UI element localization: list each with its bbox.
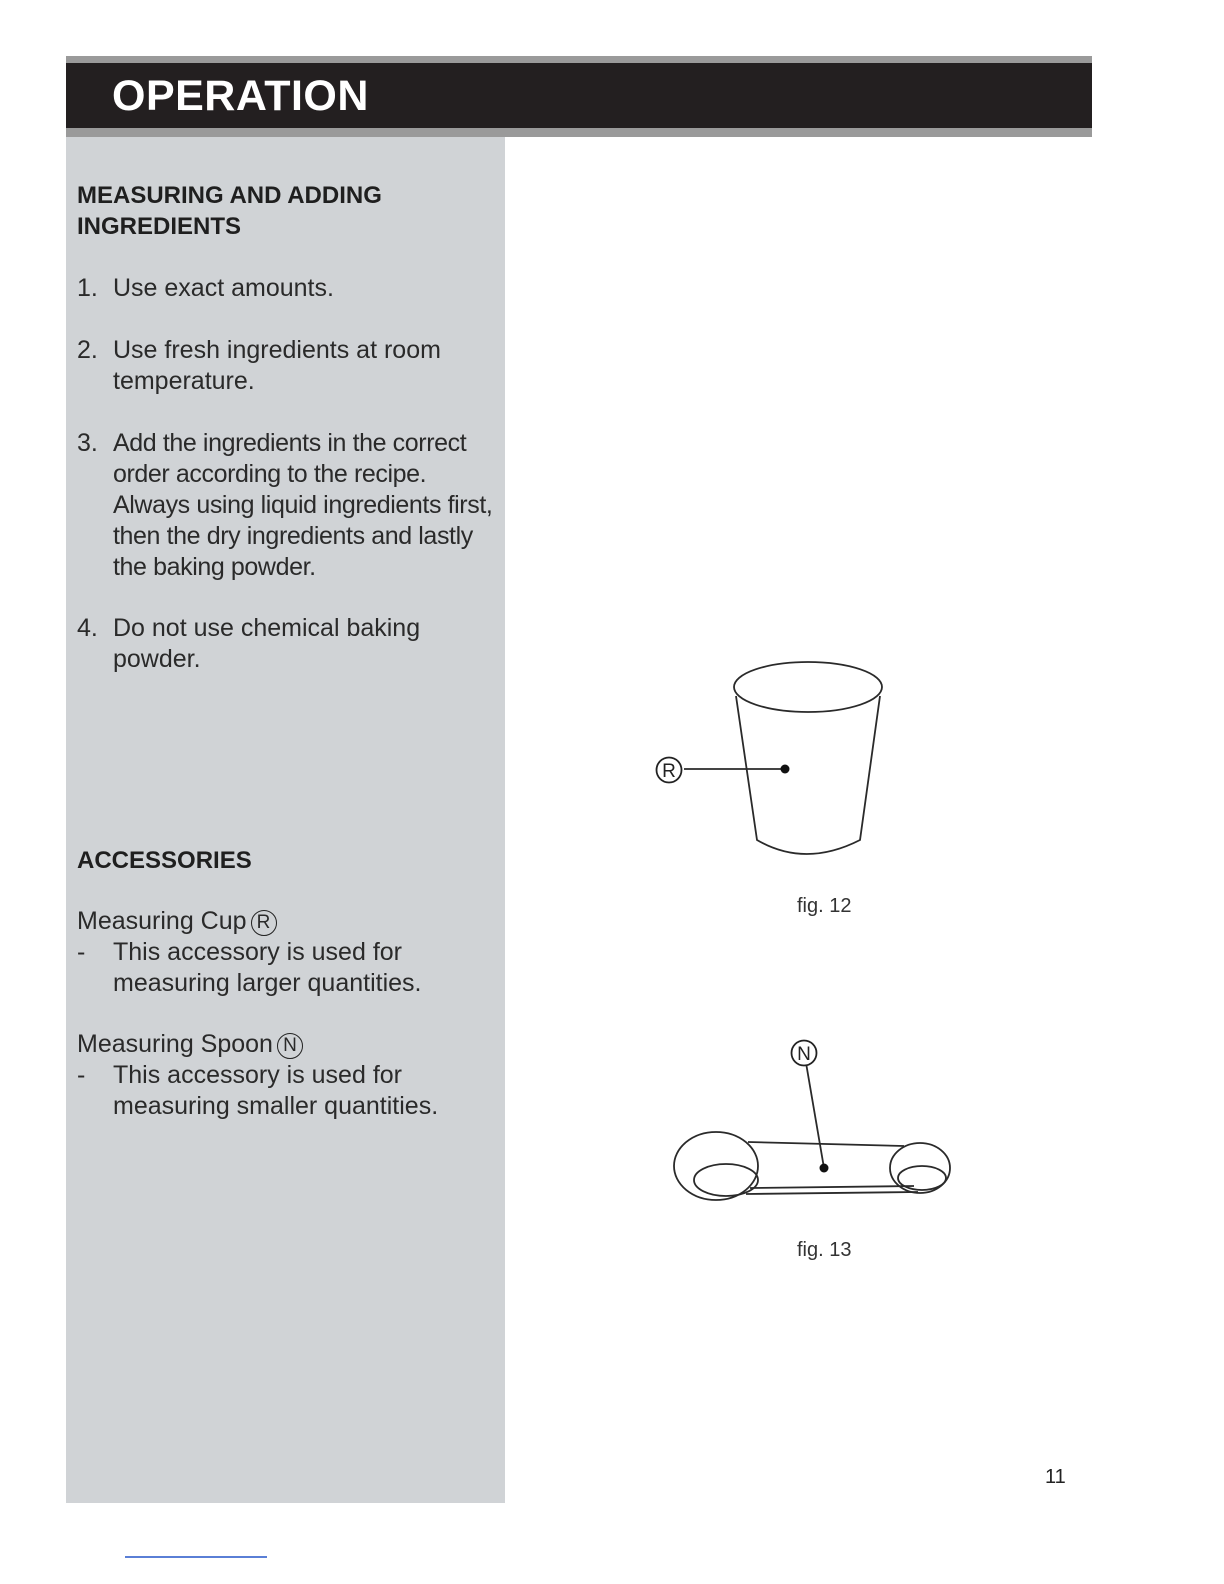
accessory-text: This accessory is used for measuring smaller quantities.: [113, 1061, 439, 1120]
accessory-label: Measuring Cup: [77, 907, 247, 935]
dash-bullet: -: [77, 1061, 86, 1089]
list-item-number: 2.: [77, 336, 98, 364]
list-item-number: 3.: [77, 429, 98, 457]
list-item-number: 4.: [77, 614, 98, 642]
list-item-text: Do not use chemical baking powder.: [113, 614, 421, 673]
large-spoon-bowl: [674, 1132, 758, 1200]
list-item-text: Use fresh ingredients at room temperature.: [113, 336, 441, 395]
footer-rule: [125, 1556, 267, 1558]
section-heading-accessories: ACCESSORIES: [77, 847, 252, 874]
marker-n-icon: N: [277, 1033, 303, 1059]
dash-bullet: -: [77, 938, 86, 966]
section-heading-measuring-line2: INGREDIENTS: [77, 213, 242, 240]
section-heading-measuring-line1: MEASURING AND ADDING: [77, 182, 382, 209]
figure-caption: fig. 12: [797, 895, 852, 917]
list-item-text: Add the ingredients in the correct order according to the recipe. Always using liquid ingredients first, then the dry ingredients and lastly the baking powder.: [113, 429, 493, 581]
figure-marker-label: R: [662, 761, 676, 782]
figure-marker-label: N: [797, 1044, 811, 1065]
large-spoon-inner: [694, 1164, 758, 1196]
spoon-handle-bottom: [750, 1186, 914, 1188]
list-item-number: 1.: [77, 274, 98, 302]
page-title: OPERATION: [112, 72, 369, 120]
spoon-pointer-dot: [820, 1164, 829, 1173]
spoon-leader-line: [805, 1057, 824, 1168]
accessory-text: This accessory is used for measuring larger quantities.: [113, 938, 422, 997]
cup-rim: [734, 662, 882, 712]
accessory-title-spoon: [77, 1029, 303, 1060]
spoon-handle-edge: [746, 1192, 918, 1194]
cup-body: [736, 696, 880, 854]
figure-caption: fig. 13: [797, 1239, 852, 1261]
page-number: 11: [1045, 1466, 1066, 1488]
cup-pointer-dot: [781, 765, 790, 774]
marker-r-icon: R: [251, 910, 277, 936]
spoon-handle-top: [748, 1142, 904, 1146]
accessory-title-cup: [77, 906, 277, 937]
accessory-label: Measuring Spoon: [77, 1030, 273, 1058]
measuring-spoon-illustration: [660, 1030, 970, 1230]
list-item-text: Use exact amounts.: [113, 274, 334, 302]
measuring-cup-illustration: [640, 650, 910, 870]
